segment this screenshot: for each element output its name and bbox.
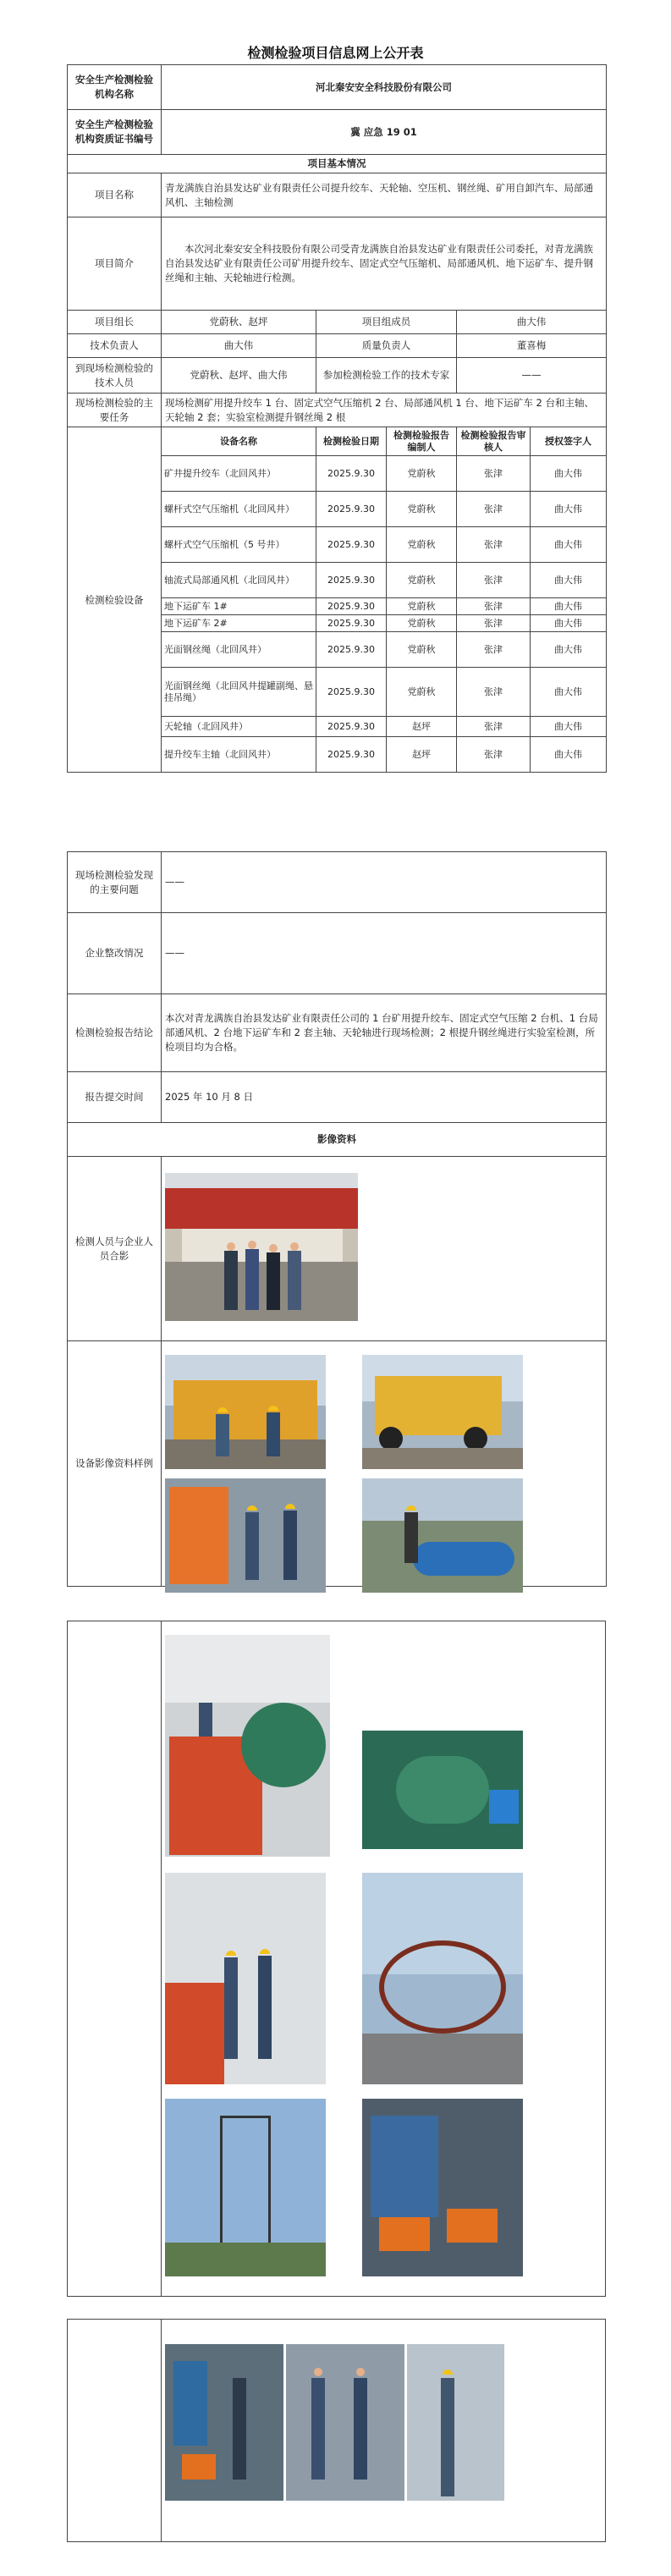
photo-panel-1 — [67, 1621, 606, 2297]
tech-value: 曲大伟 — [162, 334, 316, 358]
equip-author: 党蔚秋 — [387, 527, 457, 563]
equip-signer: 曲大伟 — [531, 527, 607, 563]
onsite-label: 到现场检测检验的技术人员 — [68, 358, 162, 394]
equip-reviewer: 张津 — [457, 456, 531, 492]
equip-header-date: 检测检验日期 — [316, 427, 387, 456]
equip-author: 赵坪 — [387, 737, 457, 773]
equip-reviewer: 张津 — [457, 717, 531, 737]
equip-signer: 曲大伟 — [531, 632, 607, 668]
samples-label: 设备影像资料样例 — [68, 1341, 162, 1587]
expert-label: 参加检测检验工作的技术专家 — [316, 358, 457, 394]
project-name-label: 项目名称 — [68, 173, 162, 217]
tasks-label: 现场检测检验的主要任务 — [68, 394, 162, 427]
expert-value: —— — [457, 358, 607, 394]
equip-author: 党蔚秋 — [387, 563, 457, 598]
images-header: 影像资料 — [68, 1123, 607, 1157]
equip-reviewer: 张津 — [457, 492, 531, 527]
equipment-label: 检测检验设备 — [68, 427, 162, 773]
leader-label: 项目组长 — [68, 311, 162, 334]
date-label: 报告提交时间 — [68, 1072, 162, 1123]
equip-signer: 曲大伟 — [531, 456, 607, 492]
equip-name: 轴流式局部通风机（北回风井） — [162, 563, 316, 598]
page-title: 检测检验项目信息网上公开表 — [247, 45, 424, 61]
equip-signer: 曲大伟 — [531, 737, 607, 773]
equip-name: 光面钢丝绳（北回风井） — [162, 632, 316, 668]
equip-name: 提升绞车主轴（北回风井） — [162, 737, 316, 773]
info-table — [67, 64, 607, 773]
org-name-label: 安全生产检测检验机构名称 — [68, 65, 162, 110]
equip-name: 光面钢丝绳（北回风井提罐副绳、悬挂吊绳） — [162, 668, 316, 717]
basic-info-header: 项目基本情况 — [68, 155, 607, 173]
equip-date: 2025.9.30 — [316, 632, 387, 668]
equip-date: 2025.9.30 — [316, 527, 387, 563]
equip-reviewer: 张津 — [457, 563, 531, 598]
ventilator-photo — [362, 1478, 523, 1593]
tech-label: 技术负责人 — [68, 334, 162, 358]
equip-author: 党蔚秋 — [387, 632, 457, 668]
hoist-drum-photo — [362, 1731, 523, 1849]
equip-date: 2025.9.30 — [316, 615, 387, 632]
date-value: 2025 年 10 月 8 日 — [162, 1072, 607, 1123]
equip-reviewer: 张津 — [457, 668, 531, 717]
truck-photo-1 — [165, 1355, 326, 1469]
quality-label: 质量负责人 — [316, 334, 457, 358]
equip-header-reviewer: 检测检验报告审核人 — [457, 427, 531, 456]
equip-reviewer: 张津 — [457, 737, 531, 773]
equip-signer: 曲大伟 — [531, 563, 607, 598]
equip-author: 党蔚秋 — [387, 598, 457, 615]
cert-number: 冀 应急 19 01 — [162, 110, 607, 155]
equip-date: 2025.9.30 — [316, 563, 387, 598]
equip-date: 2025.9.30 — [316, 598, 387, 615]
equip-reviewer: 张津 — [457, 527, 531, 563]
quality-value: 董喜梅 — [457, 334, 607, 358]
equip-signer: 曲大伟 — [531, 717, 607, 737]
leader-value: 党蔚秋、赵坪 — [162, 311, 316, 334]
equip-author: 党蔚秋 — [387, 668, 457, 717]
equip-author: 党蔚秋 — [387, 615, 457, 632]
equip-signer: 曲大伟 — [531, 668, 607, 717]
equip-author: 赵坪 — [387, 717, 457, 737]
equip-name: 地下运矿车 1# — [162, 598, 316, 615]
field-photo-1 — [165, 2344, 283, 2501]
field-photo-2 — [286, 2344, 404, 2501]
equip-reviewer: 张津 — [457, 632, 531, 668]
equip-name: 螺杆式空气压缩机（北回风井） — [162, 492, 316, 527]
rectify-label: 企业整改情况 — [68, 913, 162, 994]
hoist-photo-1 — [165, 1635, 330, 1857]
group-photo — [165, 1173, 358, 1321]
cert-label: 安全生产检测检验机构资质证书编号 — [68, 110, 162, 155]
project-name: 青龙满族自治县发达矿业有限责任公司提升绞车、天轮轴、空压机、钢丝绳、矿用自卸汽车、局部通风机、主轴检测 — [162, 173, 607, 217]
tasks-value: 现场检测矿用提升绞车 1 台、固定式空气压缩机 2 台、局部通风机 1 台、地下运矿车 2 台和主轴、天轮轴 2 套；实验室检测提升钢丝绳 2 根 — [162, 394, 607, 427]
hoist-photo-2 — [165, 1873, 326, 2084]
project-summary-label: 项目简介 — [68, 217, 162, 311]
equip-name: 地下运矿车 2# — [162, 615, 316, 632]
equip-author: 党蔚秋 — [387, 492, 457, 527]
equip-reviewer: 张津 — [457, 598, 531, 615]
conclusion-label: 检测检验报告结论 — [68, 994, 162, 1072]
equip-author: 党蔚秋 — [387, 456, 457, 492]
problems-value: —— — [162, 852, 607, 913]
equip-header-author: 检测检验报告编制人 — [387, 427, 457, 456]
project-summary: 本次河北秦安安全科技股份有限公司受青龙满族自治县发达矿业有限责任公司委托，对青龙满族自治县发达矿业有限责任公司矿用提升绞车、固定式空气压缩机、局部通风机、地下运矿车、提升钢丝绳和主轴、天轮轴进行检测。 — [162, 217, 607, 311]
equip-date: 2025.9.30 — [316, 737, 387, 773]
sheave-photo — [362, 1873, 523, 2084]
members-value: 曲大伟 — [457, 311, 607, 334]
equip-signer: 曲大伟 — [531, 598, 607, 615]
equip-date: 2025.9.30 — [316, 492, 387, 527]
field-photo-3 — [407, 2344, 504, 2501]
equip-signer: 曲大伟 — [531, 615, 607, 632]
problems-label: 现场检测检验发现的主要问题 — [68, 852, 162, 913]
onsite-value: 党蔚秋、赵坪、曲大伟 — [162, 358, 316, 394]
truck-photo-2 — [362, 1355, 523, 1469]
equip-name: 螺杆式空气压缩机（5 号井） — [162, 527, 316, 563]
compressor-photo — [165, 1478, 326, 1593]
equip-header-signer: 授权签字人 — [531, 427, 607, 456]
conclusion-value: 本次对青龙满族自治县发达矿业有限责任公司的 1 台矿用提升绞车、固定式空气压缩 2 台机、1 台局部通风机、2 台地下运矿车和 2 套主轴、天轮轴进行现场检测；2 根提升钢丝绳进行实验室检测，所检项目均为合格。 — [162, 994, 607, 1072]
equip-name: 矿井提升绞车（北回风井） — [162, 456, 316, 492]
equip-date: 2025.9.30 — [316, 668, 387, 717]
org-name: 河北秦安安全科技股份有限公司 — [162, 65, 607, 110]
rectify-value: —— — [162, 913, 607, 994]
equip-header-name: 设备名称 — [162, 427, 316, 456]
equip-reviewer: 张津 — [457, 615, 531, 632]
equipment-photo — [362, 2099, 523, 2276]
equip-name: 天轮轴（北回风井） — [162, 717, 316, 737]
headframe-photo — [165, 2099, 326, 2276]
group-photo-label: 检测人员与企业人员合影 — [68, 1157, 162, 1341]
equip-date: 2025.9.30 — [316, 456, 387, 492]
equip-signer: 曲大伟 — [531, 492, 607, 527]
equip-date: 2025.9.30 — [316, 717, 387, 737]
members-label: 项目组成员 — [316, 311, 457, 334]
